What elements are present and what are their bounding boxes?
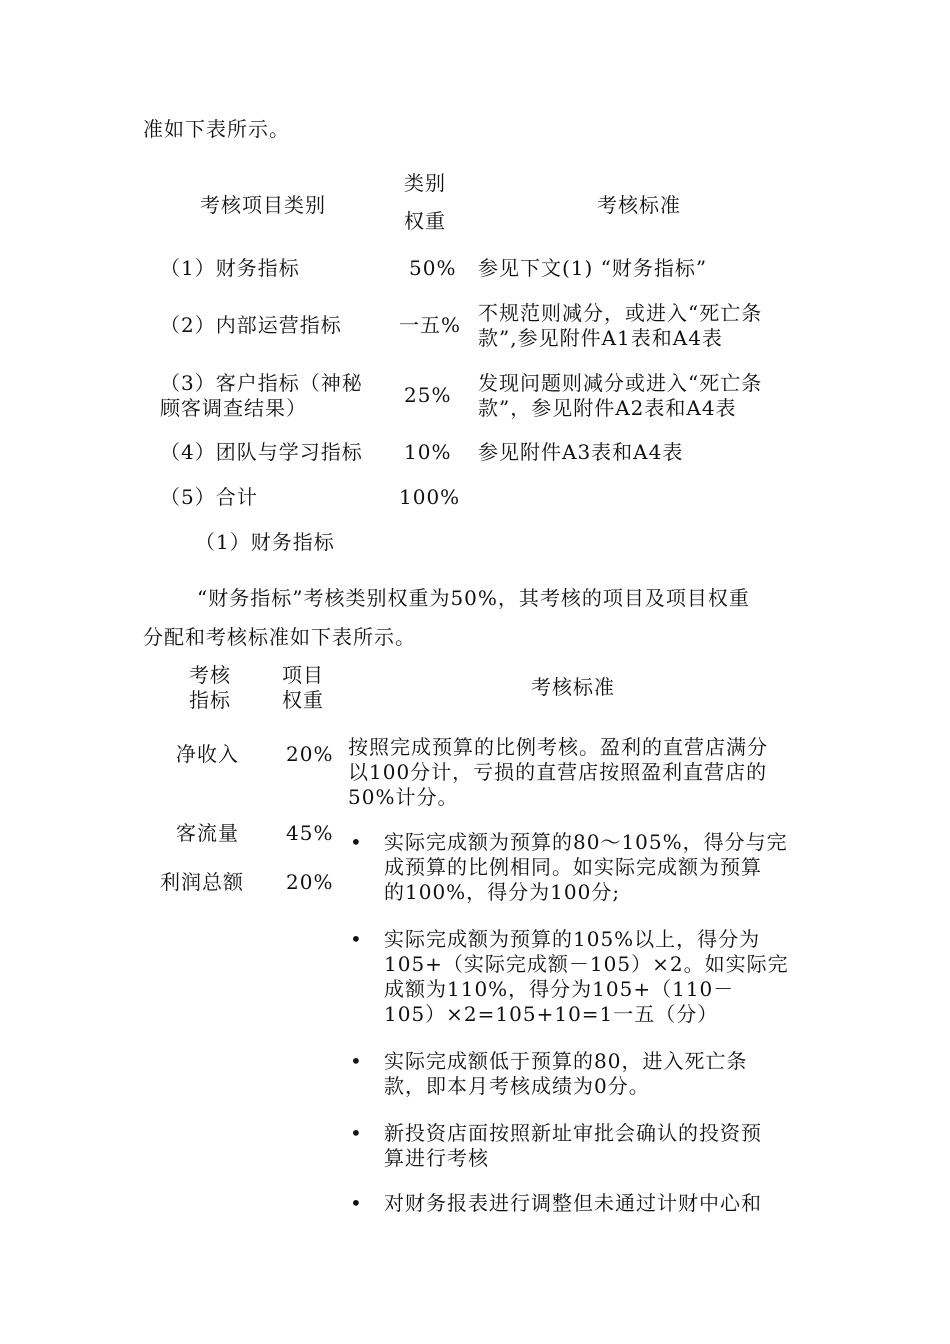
table1-row5-category: （5）合计 — [160, 485, 258, 509]
table1-row5-weight: 100% — [399, 485, 461, 509]
table1-row2-standard-line1: 不规范则减分，或进入“死亡条 — [478, 301, 763, 325]
table2-row2-indicator: 客流量 — [176, 821, 239, 845]
bullet-icon: • — [350, 1049, 362, 1073]
table1-header-category: 考核项目类别 — [200, 193, 326, 217]
table1-row3-category-line2: 顾客调查结果） — [160, 396, 307, 420]
table1-header-standard: 考核标准 — [597, 193, 681, 217]
table1-row1-category: （1）财务指标 — [160, 256, 300, 280]
bullet2-line3: 成额为110%，得分为105+（110－ — [384, 977, 735, 1001]
bullet2-line2: 105+（实际完成额－105）×2。如实际完 — [384, 952, 789, 976]
bullet3-line2: 款，即本月考核成绩为0分。 — [384, 1074, 650, 1098]
table2-row1-weight: 20% — [286, 742, 334, 766]
table1-row3-category-line1: （3）客户指标（神秘 — [160, 371, 363, 395]
table2-row2-weight: 45% — [286, 821, 334, 845]
table1-row3-standard-line2: 款”，参见附件A2表和A4表 — [478, 396, 737, 420]
bullet-icon: • — [350, 1191, 362, 1215]
bullet1-line1: 实际完成额为预算的80～105%，得分与完 — [384, 830, 788, 854]
table2-header-weight-line2: 权重 — [282, 688, 324, 712]
table1-row3-standard-line1: 发现问题则减分或进入“死亡条 — [478, 371, 763, 395]
table2-row3-weight: 20% — [286, 870, 334, 894]
bullet4-line2: 算进行考核 — [384, 1146, 489, 1170]
section-heading: （1）财务指标 — [195, 530, 335, 554]
intro-line: 准如下表所示。 — [143, 117, 290, 141]
table1-row4-category: （4）团队与学习指标 — [160, 440, 363, 464]
bullet4-line1: 新投资店面按照新址审批会确认的投资预 — [384, 1121, 762, 1145]
paragraph-line2: 分配和考核标准如下表所示。 — [143, 625, 416, 649]
table2-row3-indicator: 利润总额 — [160, 870, 244, 894]
paragraph-line1: “财务指标”考核类别权重为50%，其考核的项目及项目权重 — [197, 586, 750, 610]
table1-row2-weight: 一五% — [399, 313, 462, 337]
table1-header-weight-line2: 权重 — [404, 209, 446, 233]
table2-standard-line3: 50%计分。 — [348, 785, 459, 809]
bullet2-line1: 实际完成额为预算的105%以上，得分为 — [384, 927, 761, 951]
bullet3-line1: 实际完成额低于预算的80，进入死亡条 — [384, 1049, 748, 1073]
bullet1-line2: 成预算的比例相同。如实际完成额为预算 — [384, 855, 762, 879]
bullet-icon: • — [350, 1121, 362, 1145]
table2-header-indicator-line2: 指标 — [189, 688, 231, 712]
table1-header-weight-line1: 类别 — [404, 171, 446, 195]
table1-row1-standard: 参见下文(1) “财务指标” — [478, 256, 708, 280]
table1-row1-weight: 50% — [409, 256, 457, 280]
table1-row2-category: （2）内部运营指标 — [160, 313, 342, 337]
bullet1-line3: 的100%，得分为100分; — [384, 880, 621, 904]
table1-row4-weight: 10% — [404, 440, 452, 464]
table2-row1-indicator: 净收入 — [176, 742, 239, 766]
table1-row3-weight: 25% — [404, 383, 452, 407]
table2-header-indicator-line1: 考核 — [189, 663, 231, 687]
table1-row2-standard-line2: 款”,参见附件A1表和A4表 — [478, 326, 723, 350]
bullet5-line1: 对财务报表进行调整但未通过计财中心和 — [384, 1191, 762, 1215]
table2-standard-line2: 以100分计，亏损的直营店按照盈利直营店的 — [348, 760, 768, 784]
table2-header-weight-line1: 项目 — [282, 663, 324, 687]
table2-header-standard: 考核标准 — [531, 675, 615, 699]
table2-standard-line1: 按照完成预算的比例考核。盈利的直营店满分 — [348, 735, 768, 759]
bullet-icon: • — [350, 927, 362, 951]
bullet-icon: • — [350, 830, 362, 854]
bullet2-line4: 105）×2=105+10=1一五（分） — [384, 1002, 719, 1026]
table1-row4-standard: 参见附件A3表和A4表 — [478, 440, 684, 464]
